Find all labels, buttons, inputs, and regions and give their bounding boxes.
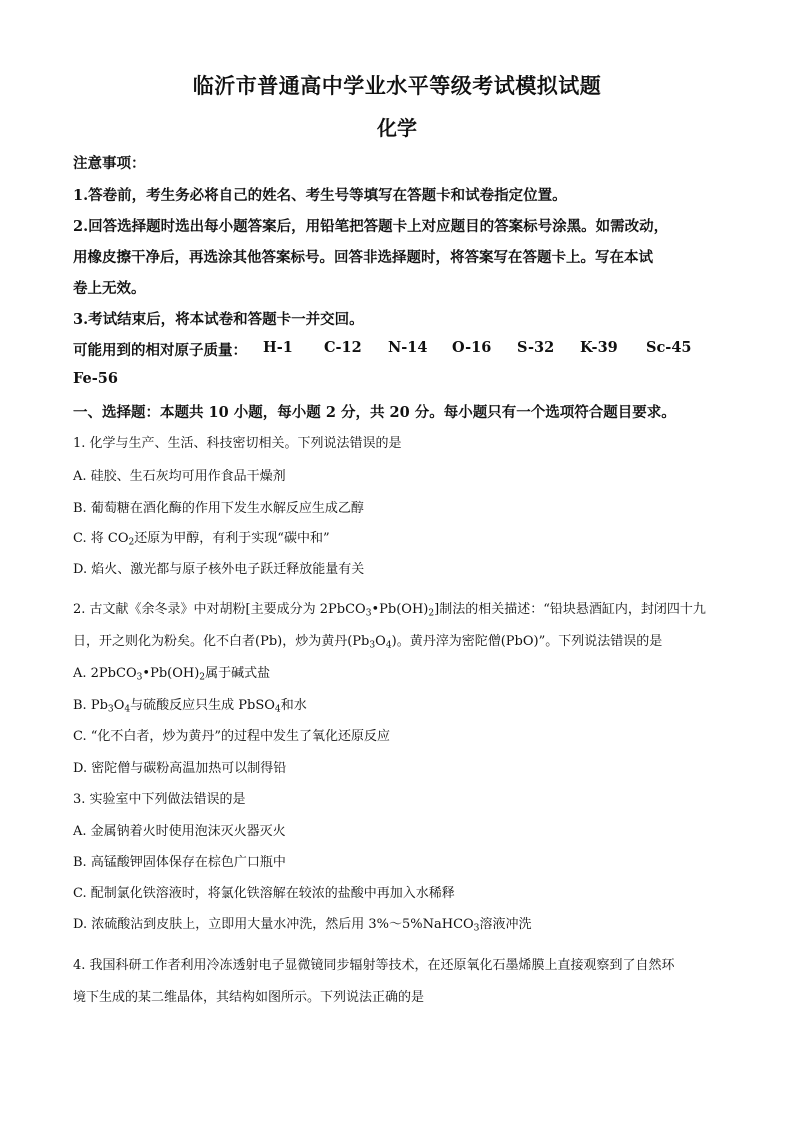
notice-item-2-line-2: 用橡皮擦干净后，再选涂其他答案标号。回答非选择题时，将答案写在答题卡上。写在本试	[73, 249, 653, 266]
q4-stem-line-1: 4. 我国科研工作者利用冷冻透射电子显微镜同步辐射等技术，在还原氧化石墨烯膜上直接观察到了自然环	[73, 958, 675, 973]
subject-title: 化学	[377, 116, 417, 140]
atomic-mass-c: C-12	[324, 339, 362, 356]
q1-stem: 1. 化学与生产、生活、科技密切相关。下列说法错误的是	[73, 436, 402, 451]
atomic-mass-k: K-39	[580, 339, 618, 356]
q2-stem-line-1: 2. 古文献《余冬录》中对胡粉[主要成分为 $2PbCO_3•Pb(OH)_2$]制法的相关描述：“铅块悬酒缸内，封闭四十九	[73, 602, 706, 619]
q3-option-c: C. 配制氯化铁溶液时，将氯化铁溶解在较浓的盐酸中再加入水稀释	[73, 886, 455, 901]
q1-option-b: B. 葡萄糖在酒化酶的作用下发生水解反应生成乙醇	[73, 501, 364, 516]
q1-option-a: A. 硅胶、生石灰均可用作食品干燥剂	[73, 469, 286, 484]
q3-option-a: A. 金属钠着火时使用泡沫灭火器灭火	[73, 824, 286, 839]
atomic-mass-fe: Fe-56	[73, 370, 118, 387]
q2-option-d: D. 密陀僧与碳粉高温加热可以制得铅	[73, 761, 287, 776]
atomic-mass-n: N-14	[388, 339, 428, 356]
q3-option-d: D. 浓硫酸沾到皮肤上，立即用大量水冲洗，然后用 3%～5%NaHCO$_3$溶液冲洗	[73, 917, 532, 934]
atomic-mass-o: O-16	[452, 339, 492, 356]
notice-heading: 注意事项：	[73, 155, 146, 172]
q3-option-b: B. 高锰酸钾固体保存在棕色广口瓶中	[73, 855, 286, 870]
atomic-mass-sc: Sc-45	[646, 339, 692, 356]
notice-item-2-line-1: 2.回答选择题时选出每小题答案后，用铅笔把答题卡上对应题目的答案标号涂黑。如需改动，	[73, 218, 669, 235]
q4-stem-line-2: 境下生成的某二维晶体，其结构如图所示。下列说法正确的是	[73, 990, 425, 1005]
atomic-mass-label: 可能用到的相对原子质量：	[73, 342, 247, 359]
q3-stem: 3. 实验室中下列做法错误的是	[73, 792, 246, 807]
exam-title: 临沂市普通高中学业水平等级考试模拟试题	[192, 73, 602, 98]
q2-option-a: A. $2PbCO_3•Pb(OH)_2$属于碱式盐	[73, 666, 271, 683]
q1-option-c: C. 将 $CO_2$还原为甲醇，有利于实现“碳中和”	[73, 531, 330, 548]
atomic-mass-h: H-1	[263, 339, 293, 356]
q2-option-c: C. “化不白者，炒为黄丹”的过程中发生了氧化还原反应	[73, 729, 391, 744]
q1-option-d: D. 焰火、激光都与原子核外电子跃迁释放能量有关	[73, 562, 365, 577]
atomic-mass-s: S-32	[517, 339, 555, 356]
q2-stem-line-2: 日，开之则化为粉矣。化不白者(Pb)，炒为黄丹$(Pb_3O_4)$。黄丹滓为密陀僧(PbO)”。下列说法错误的是	[73, 634, 663, 651]
notice-item-1: 1.答卷前，考生务必将自己的姓名、考生号等填写在答题卡和试卷指定位置。	[73, 187, 567, 204]
notice-item-2-line-3: 卷上无效。	[73, 280, 146, 297]
q2-option-b: B. $Pb_3O_4$与硫酸反应只生成 PbSO$_4$和水	[73, 698, 307, 715]
section-1-heading: 一、选择题：本题共 10 小题，每小题 2 分，共 20 分。每小题只有一个选项符合题目要求。	[73, 404, 676, 421]
notice-item-3: 3.考试结束后，将本试卷和答题卡一并交回。	[73, 311, 364, 328]
